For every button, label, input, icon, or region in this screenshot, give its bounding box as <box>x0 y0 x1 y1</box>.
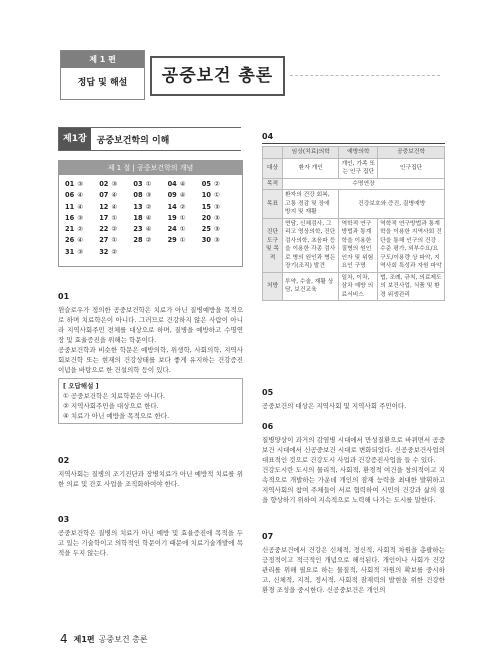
explanation-05 <box>262 388 445 411</box>
table-header-cell: 임상(치료)의학 <box>283 147 339 159</box>
question-rule <box>262 143 445 144</box>
answer-item <box>65 224 99 234</box>
row-header: 목적 <box>263 178 283 190</box>
answer-choice: ③ <box>145 191 152 200</box>
answer-choice: ① <box>179 225 186 234</box>
answer-choice: ② <box>213 180 220 188</box>
explanation-02 <box>58 456 243 489</box>
table-cell: 수명연장 <box>283 178 445 190</box>
table-cell: 환자의 건강 회복, 고통 경감 및 장애 방지 및 재활 <box>283 190 339 219</box>
answer-choice: ② <box>145 236 152 245</box>
answer-item <box>65 190 99 200</box>
question-number: 02 <box>58 456 70 465</box>
answer-choice: ④ <box>77 191 84 200</box>
table-cell: 법, 조례, 규칙, 의료제도의 보건사업, 식품 및 환경 위생관리 <box>378 272 445 301</box>
answer-item <box>133 179 167 189</box>
answer-item <box>65 179 99 189</box>
answer-item <box>99 235 133 245</box>
answer-choice: ④ <box>179 180 186 188</box>
row-header: 처방 <box>263 272 283 301</box>
answer-key-box <box>58 160 243 267</box>
answer-item <box>99 202 133 212</box>
answer-number: 14 <box>167 202 177 211</box>
answer-choice: ③ <box>111 180 118 188</box>
answer-choice: ③ <box>77 180 84 188</box>
answer-number: 30 <box>201 236 211 245</box>
answer-choice: ② <box>111 247 118 256</box>
answer-choice: ④ <box>111 202 118 211</box>
answer-choice: ① <box>111 236 118 245</box>
answer-choice: ① <box>213 191 220 200</box>
table-cell: 인구집단 <box>378 158 445 178</box>
answer-number: 12 <box>99 202 109 211</box>
answer-item <box>65 202 99 212</box>
comparison-table <box>262 146 445 301</box>
table-cell: 역학적 연구방법과 통계학을 이용한 질병의 원인인자 및 위험요인 구명 <box>339 218 378 272</box>
note-item: ④ 치료가 아닌 예방을 목적으로 한다. <box>63 412 170 420</box>
answer-item <box>99 224 133 234</box>
chapter-title: 공중보건학의 이해 <box>96 135 170 146</box>
explanation-text: 공중보건학은 질병의 치료가 아닌 예방 및 효율증진에 목적을 두고 있는 기술학이고 의학적인 학문이기 때문에 치료기술개발에 목적을 두지 않는다. <box>58 529 243 557</box>
answer-item <box>202 224 236 234</box>
answer-choice: ① <box>111 213 118 222</box>
answer-number: 27 <box>99 236 109 245</box>
table-row <box>263 190 445 219</box>
answer-number: 02 <box>99 180 109 188</box>
answer-choice: ④ <box>77 202 84 211</box>
wrong-answer-note <box>58 378 243 424</box>
answer-number: 13 <box>133 202 143 211</box>
answer-number: 17 <box>99 213 109 222</box>
answer-item <box>65 235 99 245</box>
answer-number: 32 <box>99 247 109 256</box>
chapter-label: 제1장 <box>59 128 91 150</box>
table-header-cell: 공중보건학 <box>378 147 445 159</box>
table-cell: 투약, 수술, 재활 상담, 보건교육 <box>283 272 339 301</box>
answer-item <box>202 190 236 200</box>
table-cell: 개인, 가족 또는 인구 집단 <box>339 158 378 178</box>
part-subtitle: 정답 및 해설 <box>77 78 128 88</box>
table-header-cell: 예방의학 <box>339 147 378 159</box>
page-footer <box>60 630 240 648</box>
answer-choice: ④ <box>77 236 84 245</box>
row-header: 대상 <box>263 158 283 178</box>
table-row <box>263 218 445 272</box>
chapter-banner <box>58 127 241 151</box>
note-item: ② 지역사회주민을 대상으로 한다. <box>63 402 159 410</box>
answer-number: 06 <box>65 191 75 200</box>
answer-choice: ④ <box>145 225 152 234</box>
answer-number: 28 <box>133 236 143 245</box>
note-title: [ 오답해설 ] <box>63 382 99 390</box>
answer-number: 29 <box>167 236 177 245</box>
part-label: 제 1 편 <box>61 51 144 68</box>
answer-item <box>202 202 236 212</box>
answer-item <box>168 213 202 223</box>
row-header: 목표 <box>263 190 283 219</box>
answer-item <box>99 190 133 200</box>
table-header-row <box>263 147 445 159</box>
answer-key-heading: 제 1 절 | 공중보건학의 개념 <box>59 161 242 175</box>
answer-item <box>133 213 167 223</box>
answer-choice: ② <box>111 225 118 234</box>
question-number: 03 <box>58 515 70 524</box>
explanation-03 <box>58 515 243 558</box>
answer-number: 09 <box>167 191 177 200</box>
answer-choice: ② <box>77 225 84 234</box>
page-title: 공중보건 총론 <box>150 56 285 96</box>
answer-item <box>133 224 167 234</box>
answer-number: 04 <box>167 180 177 188</box>
answer-number: 24 <box>167 225 177 234</box>
note-item: ① 공중보건학은 치료학문은 아니다. <box>63 392 165 400</box>
table-cell: 역학적 연구방법과 통계학을 이용한 지역사회 진단을 통해 인구의 건강 수준 평가, 외부수요/요구도/이용량 상 파악, 지역사회 특성과 자원 파악 <box>378 218 445 272</box>
answer-choice: ② <box>179 202 186 211</box>
question-number: 06 <box>262 422 274 431</box>
answer-number: 15 <box>201 202 211 211</box>
row-header: 진단도구 및 목적 <box>263 218 283 272</box>
part-box <box>60 50 145 100</box>
table-cell: 면담, 신체검사, 그리고 영상의학, 진단검사의학, 초음파 등을 이용한 각종 검사로 병의 원인과 병든 장기(조직) 발견 <box>283 218 339 272</box>
explanation-06 <box>262 422 445 505</box>
answer-grid <box>59 175 242 261</box>
answer-item <box>168 179 202 189</box>
answer-item <box>168 190 202 200</box>
answer-number: 16 <box>65 213 75 222</box>
answer-choice: ① <box>179 213 186 222</box>
answer-choice: ① <box>179 236 186 245</box>
answer-item <box>65 213 99 223</box>
table-row <box>263 158 445 178</box>
answer-number: 26 <box>65 236 75 245</box>
answer-number: 01 <box>65 180 75 188</box>
explanation-text: 공중보건의 대상은 지역사회 및 지역사회 주민이다. <box>262 402 407 410</box>
answer-choice: ③ <box>213 202 220 211</box>
answer-item <box>202 213 236 223</box>
answer-item <box>202 235 236 245</box>
footer-part: 제1편 <box>73 634 95 644</box>
answer-item <box>133 190 167 200</box>
answer-number: 31 <box>65 247 75 256</box>
answer-item <box>133 202 167 212</box>
answer-choice: ③ <box>213 225 220 234</box>
answer-item <box>99 213 133 223</box>
explanation-01 <box>58 292 243 424</box>
answer-number: 21 <box>65 225 75 234</box>
answer-number: 23 <box>133 225 143 234</box>
explanation-text: 신공중보건에서 건강은 신체적, 정신적, 사회적 차원을 총괄하는 긍정적이고 적극적인 개념으로 해석된다. 개인이나 사회가 건강관리를 위해 필요로 하는 물질적, 사회적 자원의 확보를 중시하고, 신체적, 지적, 정서적, 사회적 잠재력의 발현을 위한 건강한 환경 조성을 중시한다. 신공중보건은 개인의 <box>262 546 445 594</box>
table-cell: 일차, 이차, 삼차 예방 의료서비스 <box>339 272 378 301</box>
answer-number: 07 <box>99 191 109 200</box>
answer-item <box>99 179 133 189</box>
table-cell: 건강보호와 증진, 질병예방 <box>339 190 445 219</box>
answer-number: 10 <box>201 191 211 200</box>
answer-item <box>168 202 202 212</box>
answer-number: 25 <box>201 225 211 234</box>
answer-item <box>65 247 99 257</box>
answer-choice: ③ <box>77 247 84 256</box>
answer-choice: ① <box>145 180 152 188</box>
question-number: 05 <box>262 388 274 397</box>
answer-choice: ② <box>145 202 152 211</box>
explanation-text: 윈슬로우가 정의한 공중보건학은 치료가 아닌 질병예방을 목적으로 하며 치료학은이 아니다. 그러므로 건강하지 않은 사람이 아니라 지역사회주민 전체를 대상으로 하며, 질병을 예방하고 수명연장 및 효율증진을 위해는 학문이다. 공중보건학과 비슷한 학문은 예방의학, 위생학, 사회의학, 지역사회보건학 또는 현재의 건강상태를 보다 좋게 유지하는 건강증진 이념을 바탕으로 한 건설의학 등이 있다. <box>58 306 243 374</box>
answer-number: 05 <box>201 180 211 188</box>
header-dotted-rule <box>290 75 440 76</box>
explanation-text: 지역사회는 질병의 조기진단과 장병치료가 아닌 예방적 치료를 위한 의료 및 간호 사업을 조직화하여야 한다. <box>58 470 243 488</box>
answer-choice: ③ <box>213 213 220 222</box>
answer-item <box>168 224 202 234</box>
table-cell: 환자 개인 <box>283 158 339 178</box>
answer-number: 20 <box>201 213 211 222</box>
footer-title: 공중보건 총론 <box>98 634 148 644</box>
answer-number: 22 <box>99 225 109 234</box>
answer-number: 08 <box>133 191 143 200</box>
table-header-cell <box>263 147 283 159</box>
answer-number: 03 <box>133 180 143 188</box>
answer-choice: ③ <box>213 236 220 245</box>
answer-item <box>202 179 236 189</box>
answer-number: 19 <box>167 213 177 222</box>
answer-number: 18 <box>133 213 143 222</box>
table-row <box>263 272 445 301</box>
answer-choice: ③ <box>77 213 84 222</box>
question-number: 04 <box>262 132 274 141</box>
page-number: 4 <box>60 632 68 646</box>
table-row <box>263 178 445 190</box>
answer-choice: ④ <box>179 191 186 200</box>
answer-choice: ④ <box>145 213 152 222</box>
answer-item <box>133 235 167 245</box>
answer-choice: ④ <box>111 191 118 200</box>
question-number: 07 <box>262 532 274 541</box>
answer-number: 11 <box>65 202 75 211</box>
explanation-text: 질병양상이 과거의 감염병 시대에서 만성질환으로 바뀌면서 공중보건 시대에서 신공중보건 시대로 변화되었다. 신공중보건사업의 대표적인 것으로 건강도시 사업과 건강증진사업을 들 수 있다. 건강도시란 도시의 물리적, 사회적, 환경적 여건을 창의적이고 지속적으로 개발하는 가운데 개인의 잠재 능력을 최대한 발휘하고 지역사회의 참여 주체들이 서로 협력하여 시민의 건강과 삶의 질을 향상하기 위하여 지속적으로 노력해 나가는 도시를 말한다. <box>262 436 445 504</box>
explanation-07 <box>262 532 445 595</box>
answer-item <box>168 235 202 245</box>
answer-item <box>99 247 133 257</box>
question-number: 01 <box>58 292 70 301</box>
